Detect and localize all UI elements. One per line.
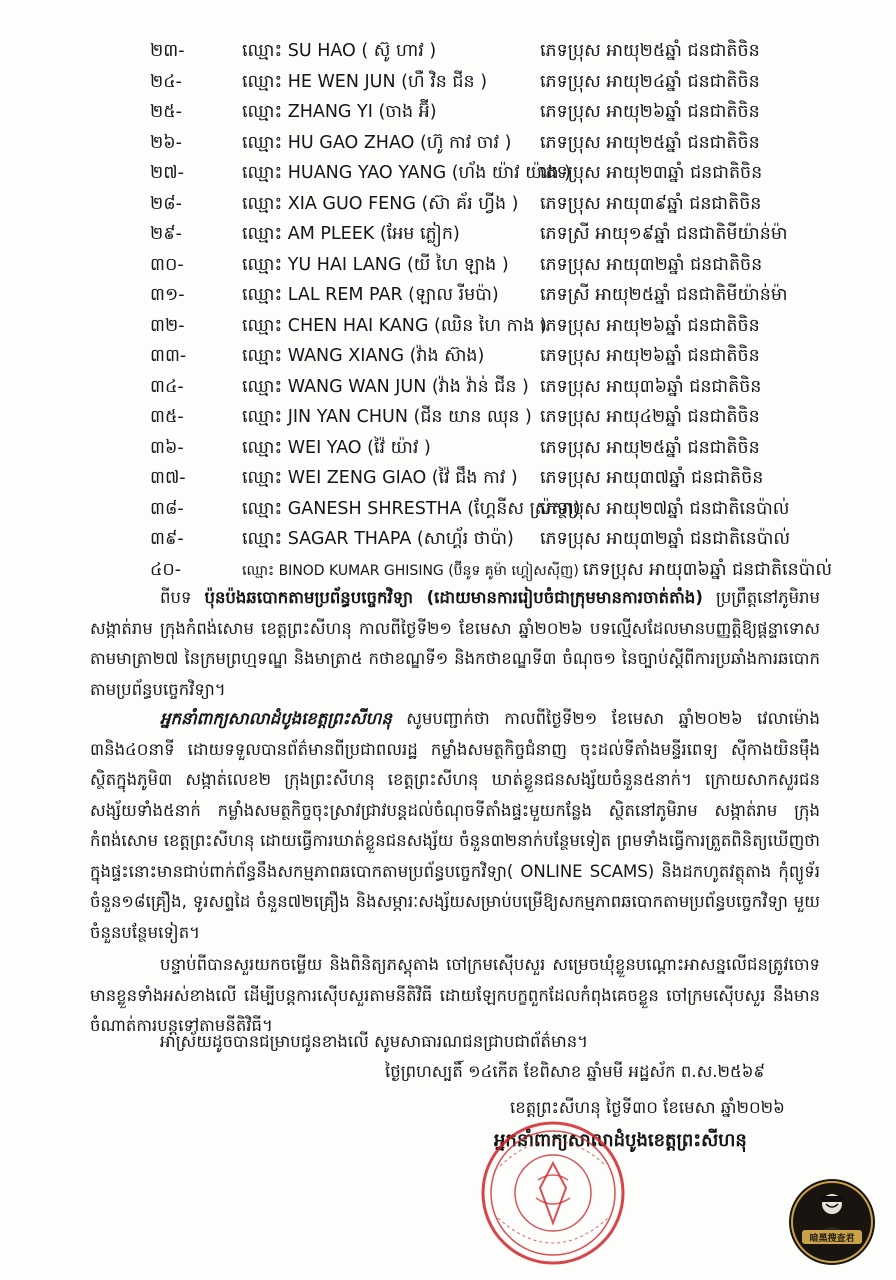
lunar-date: ថ្ងៃព្រហស្បតិ៍ ១៤កើត ខែពិសាខ ឆ្នាំមមី អដ្ឋស័ក ព.ស.២៥៦៩ — [385, 1062, 766, 1081]
suspect-name: ឈ្មោះ SU HAO ( ស៊ូ ហាវ ) — [242, 41, 437, 61]
suspect-info: ភេទស្រី អាយុ២៥ឆ្នាំ ជនជាតិមីយ៉ាន់ម៉ា — [540, 285, 788, 305]
suspect-row — [150, 311, 850, 342]
suspect-name: ឈ្មោះ WANG XIANG (វ៉ាង ស៊ាង) — [242, 346, 485, 366]
suspect-number: ២៤- — [150, 71, 182, 92]
suspect-row — [150, 219, 850, 250]
suspect-list — [150, 36, 850, 585]
suspect-info: ភេទប្រុស អាយុ២៤ឆ្នាំ ជនជាតិចិន — [540, 71, 760, 92]
suspect-name: ឈ្មោះ GANESH SHRESTHA (ហ្គែនីស ស្រ៉ស្ថា) — [242, 498, 581, 519]
suspect-info: ភេទប្រុស អាយុ៣៦ឆ្នាំ ជនជាតិចិន — [540, 376, 762, 397]
suspect-row — [150, 372, 850, 403]
closing-paragraph: អាស្រ័យដូចបានជម្រាបជូនខាងលើ សូមសាធារណជនជ្រាបជាព័ត៌មាន។ — [160, 1032, 589, 1051]
suspect-number: ៣៨- — [150, 498, 184, 519]
suspect-row — [150, 189, 850, 220]
badge-text: 暗黑搜查君 — [809, 1234, 855, 1244]
suspect-row — [150, 250, 850, 281]
signer-title: អ្នកនាំពាក្យសាលាដំបូងខេត្តព្រះសីហនុ — [494, 1130, 747, 1151]
suspect-row — [150, 158, 850, 189]
suspect-number: ៣៣- — [150, 346, 187, 366]
suspect-number: ២៩- — [150, 224, 182, 244]
suspect-number: ២៨- — [150, 193, 182, 214]
suspect-info: ភេទប្រុស អាយុ២៥ឆ្នាំ ជនជាតិចិន — [540, 41, 760, 61]
suspect-info: ភេទប្រុស អាយុ២៥ឆ្នាំ ជនជាតិចិន — [540, 437, 760, 458]
suspect-row — [150, 128, 850, 159]
suspect-row — [150, 494, 850, 525]
suspect-number: ៤០- — [150, 559, 182, 580]
suspect-info: ភេទប្រុស អាយុ២៦ឆ្នាំ ជនជាតិចិន — [540, 315, 760, 336]
suspect-number: ៣៩- — [150, 529, 184, 549]
suspect-row — [150, 36, 850, 67]
suspect-number: ៣៤- — [150, 376, 184, 397]
suspect-name: ឈ្មោះ WANG WAN JUN (វ៉ាង វ៉ាន់ ជីន ) — [242, 376, 529, 397]
suspect-info: ភេទប្រុស អាយុ៣៧ឆ្នាំ ជនជាតិចិន — [540, 468, 764, 488]
charge-title: ប៉ុនប៉ងឆបោកតាមប្រព័ន្ធបច្ចេកវិទ្យា (ដោយមានការរៀបចំជាក្រុមមានការចាត់តាំង) — [204, 588, 703, 607]
charge-text: ប្រព្រឹត្តនៅភូមិរាម សង្កាត់រាម ក្រុងកំពង់សោម ខេត្តព្រះសីហនុ កាលពីថ្ងៃទី២១ ខែមេសា ឆ្នាំ២០២៦ បទល្មើសដែលមានបញ្ញត្តិឱ្យផ្តន្ទាទោសតាមមាត្រា២៧ នៃក្រមព្រហ្មទណ្ឌ និងមាត្រា៥ កថាខណ្ឌទី១ និងកថាខណ្ឌទី៣ ចំណុច១ នៃច្បាប់ស្តីពីការប្រឆាំងការឆបោកតាមប្រព័ន្ធបច្ចេកវិទ្យា។ — [90, 588, 821, 699]
report-text: សូមបញ្ជាក់ថា កាលពីថ្ងៃទី២១ ខែមេសា ឆ្នាំ២០២៦ វេលាម៉ោង ៣និង៤០នាទី ដោយទទួលបានព័ត៌មានពីប្រជាពលរដ្ឋ កម្លាំងសមត្ថកិច្ចជំនាញ ចុះដល់ទីតាំងមន្ទីរពេទ្យ ស៊ីកាងយិនម៉ឹង ស្ថិតក្នុងភូមិ៣ សង្កាត់លេខ២ ក្រុងព្រះសីហនុ ខេត្តព្រះសីហនុ ឃាត់ខ្លួនជនសង្ស័យចំនួន៥នាក់។ ក្រោយសាកសួរជនសង្ស័យទាំង៥នាក់ កម្លាំងសមត្ថកិច្ចចុះស្រាវជ្រាវបន្តដល់ចំណុចទីតាំងផ្ទះមួយកន្លែង ស្ថិតនៅភូមិរាម សង្កាត់រាម ក្រុងកំពង់សោម ខេត្តព្រះសីហនុ ដោយធ្វើការឃាត់ខ្លួនជនសង្ស័យ ចំនួន៣២នាក់បន្ថែមទៀត ព្រមទាំងធ្វើការត្រួតពិនិត្យឃើញថា ក្នុងផ្ទះនោះមានជាប់ពាក់ព័ន្ធនឹងសកម្មភាពឆបោកតាមប្រព័ន្ធបច្ចេកវិទ្យា( ONLINE SCAMS) និងដកហូតវត្ថុតាង កុំព្យូទ័រ ចំនួន១៨គ្រឿង, ទូរសព្ទដៃ ចំនួន៧២គ្រឿង និងសម្ភារៈសង្ស័យសម្រាប់បម្រើឱ្យសកម្មភាពឆបោកតាមប្រព័ន្ធបច្ចេកវិទ្យា មួយចំនួនបន្ថែមទៀត។ — [90, 709, 820, 942]
suspect-name: ឈ្មោះ AM PLEEK (អែម ភ្លៀក) — [242, 224, 460, 244]
suspect-number: ៣០- — [150, 254, 184, 275]
suspect-row — [150, 341, 850, 372]
suspect-row — [150, 524, 850, 555]
suspect-number: ៣៧- — [150, 468, 186, 488]
suspect-name: ឈ្មោះ YU HAI LANG (យី ហៃ ឡាង ) — [242, 254, 509, 275]
suspect-number: ២៣- — [150, 41, 185, 61]
suspect-number: ២៥- — [150, 102, 182, 122]
suspect-name: ឈ្មោះ ZHANG YI (ចាង អ៊ី) — [242, 102, 437, 122]
solar-date: ខេត្តព្រះសីហនុ ថ្ងៃទី៣០ ខែមេសា ឆ្នាំ២០២៦ — [510, 1098, 785, 1117]
suspect-row — [150, 402, 850, 433]
suspect-row — [150, 97, 850, 128]
suspect-info: ភេទប្រុស អាយុ៣៦ឆ្នាំ ជនជាតិនេប៉ាល់ — [582, 559, 833, 580]
suspect-info: ភេទប្រុស អាយុ៣២ឆ្នាំ ជនជាតិនេប៉ាល់ — [540, 529, 791, 549]
followup-paragraph: បន្ទាប់ពីបានសួរយកចម្លើយ និងពិនិត្យភស្តុតាង ចៅក្រមស៊ើបសួរ សម្រេចឃុំខ្លួនបណ្តោះអាសន្នលើជនត្រូវចោទមានខ្លួនទាំងអស់ខាងលើ ដើម្បីបន្តការស៊ើបសួរតាមនីតិវិធី ដោយឡែកបក្ខពួកដែលកំពុងគេចខ្លួន ចៅក្រមស៊ើបសួរ នឹងមានចំណាត់ការបន្តទៅតាមនីតិវិធី។ — [90, 955, 820, 1035]
charge-paragraph — [90, 583, 820, 705]
suspect-info: ភេទប្រុស អាយុ២៣ឆ្នាំ ជនជាតិចិន — [540, 163, 763, 183]
charge-lead: ពីបទ — [160, 588, 205, 607]
suspect-number: ៣៦- — [150, 437, 184, 458]
suspect-name: ឈ្មោះ HUANG YAO YANG (ហ័ង យ៉ាវ យ៉ាង ) — [242, 163, 571, 183]
suspect-name: ឈ្មោះ CHEN HAI KANG (ឈិន ហៃ កាង ) — [242, 315, 547, 336]
suspect-name: ឈ្មោះ HE WEN JUN (ហឺ វិន ជីន ) — [242, 71, 488, 92]
suspect-name: ឈ្មោះ LAL REM PAR (ឡាល រីមប៉ា) — [242, 285, 499, 305]
suspect-row — [150, 433, 850, 464]
suspect-name: ឈ្មោះ BINOD KUMAR GHISING (ប៊ីនូទ គូម៉ា ហ្គៀសស៊ីញ) — [242, 562, 579, 579]
suspect-info: ភេទប្រុស អាយុ២៥ឆ្នាំ ជនជាតិចិន — [540, 132, 760, 153]
spokesperson-label: អ្នកនាំពាក្យសាលាដំបូងខេត្តព្រះសីហនុ — [160, 709, 392, 728]
suspect-number: ៣៥- — [150, 407, 184, 427]
suspect-number: ៣១- — [150, 285, 185, 305]
suspect-name: ឈ្មោះ HU GAO ZHAO (ហ៊ូ កាវ ចាវ ) — [242, 132, 512, 153]
suspect-info: ភេទស្រី អាយុ១៩ឆ្នាំ ជនជាតិមីយ៉ាន់ម៉ា — [540, 224, 788, 244]
suspect-row — [150, 280, 850, 311]
suspect-number: ២៦- — [150, 132, 182, 153]
suspect-name: ឈ្មោះ WEI YAO (វ៉ៃ យ៉ាវ ) — [242, 437, 431, 458]
suspect-name: ឈ្មោះ WEI ZENG GIAO (វ៉ៃ ជឹង កាវ ) — [242, 468, 518, 488]
suspect-name: ឈ្មោះ XIA GUO FENG (ស៊ា គ័រ ហ្វីង ) — [242, 193, 519, 214]
suspect-info: ភេទប្រុស អាយុ២៧ឆ្នាំ ជនជាតិនេប៉ាល់ — [540, 498, 790, 519]
suspect-info: ភេទប្រុស អាយុ៤២ឆ្នាំ ជនជាតិចិន — [540, 407, 760, 427]
suspect-name: ឈ្មោះ SAGAR THAPA (សាហ្គ័រ ថាប៉ា) — [242, 529, 514, 549]
suspect-number: ៣២- — [150, 315, 185, 336]
suspect-info: ភេទប្រុស អាយុ២៦ឆ្នាំ ជនជាតិចិន — [540, 102, 760, 122]
suspect-number: ២៧- — [150, 163, 184, 183]
official-seal-icon — [478, 1118, 628, 1268]
report-paragraph — [90, 704, 820, 948]
suspect-info: ភេទប្រុស អាយុ២៦ឆ្នាំ ជនជាតិចិន — [540, 346, 760, 366]
suspect-info: ភេទប្រុស អាយុ៣៩ឆ្នាំ ជនជាតិចិន — [540, 193, 762, 214]
suspect-name: ឈ្មោះ JIN YAN CHUN (ជីន យាន ឈុន ) — [242, 407, 532, 427]
watermark-badge-icon — [788, 1178, 876, 1266]
suspect-row — [150, 555, 850, 586]
suspect-row — [150, 67, 850, 98]
suspect-row — [150, 463, 850, 494]
suspect-info: ភេទប្រុស អាយុ៣២ឆ្នាំ ជនជាតិចិន — [540, 254, 763, 275]
